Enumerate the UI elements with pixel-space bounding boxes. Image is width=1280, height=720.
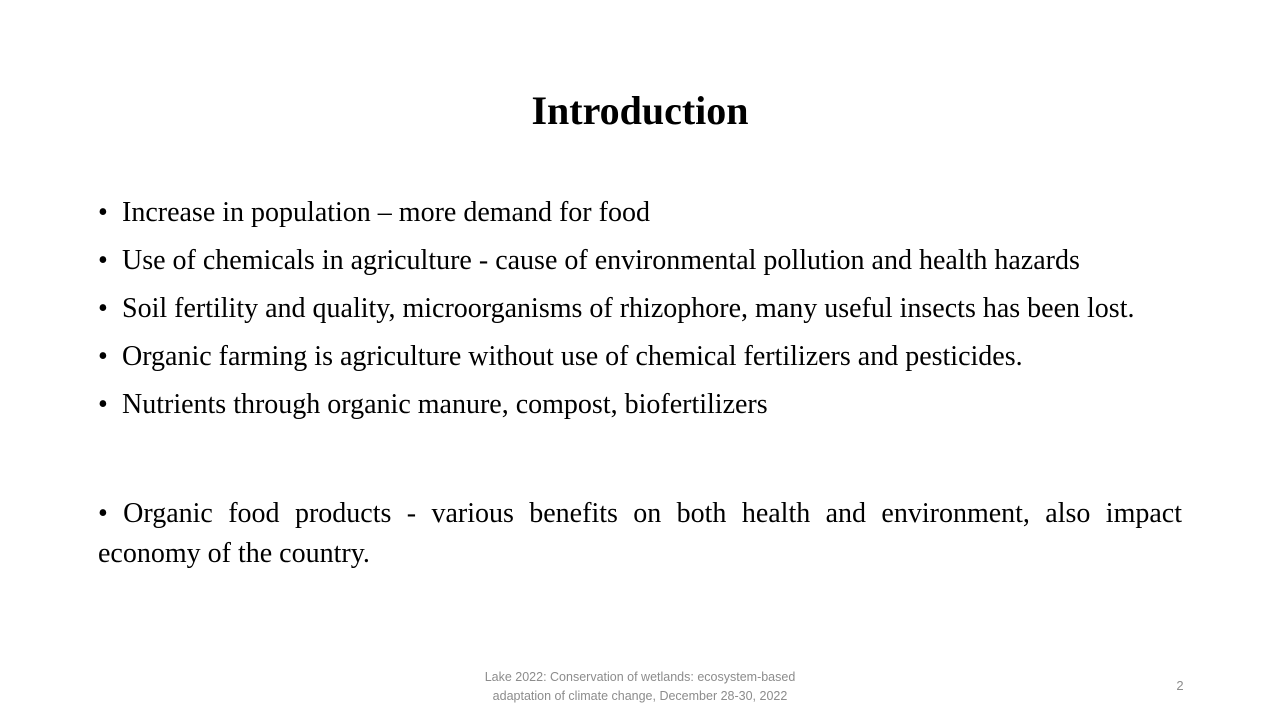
- footer-line-2: adaptation of climate change, December 28-30, 2022: [492, 689, 788, 703]
- bullet-marker: •: [98, 245, 108, 276]
- bullet-marker: •: [98, 293, 108, 324]
- bullet-text: Use of chemicals in agriculture - cause of environmental pollution and health hazards: [122, 245, 1080, 276]
- bullet-item: [98, 196, 1182, 230]
- bullet-text: Increase in population – more demand for food: [122, 197, 650, 228]
- bullet-text: Organic farming is agriculture without use of chemical fertilizers and pesticides.: [122, 341, 1023, 372]
- bullet-marker: •: [98, 341, 108, 372]
- page-number: 2: [1176, 678, 1184, 693]
- bullet-text: Soil fertility and quality, microorganisms of rhizophore, many useful insects has been lost.: [122, 293, 1135, 324]
- bullet-marker: •: [98, 389, 108, 420]
- slide-footer: [440, 668, 840, 706]
- bullet-item: [98, 244, 1182, 278]
- bullet-item: [98, 292, 1182, 326]
- bullet-item: [98, 388, 1182, 422]
- slide-title: Introduction: [531, 88, 749, 133]
- bullet-text: Nutrients through organic manure, compost, biofertilizers: [122, 389, 768, 420]
- footer-line-1: Lake 2022: Conservation of wetlands: ecosystem-based: [484, 670, 796, 684]
- bullet-marker: •: [98, 197, 108, 228]
- closing-paragraph: • Organic food products - various benefits on both health and environment, also impact economy of the country.: [98, 498, 1182, 569]
- bullet-item: [98, 340, 1182, 374]
- bullet-list: [98, 196, 1182, 436]
